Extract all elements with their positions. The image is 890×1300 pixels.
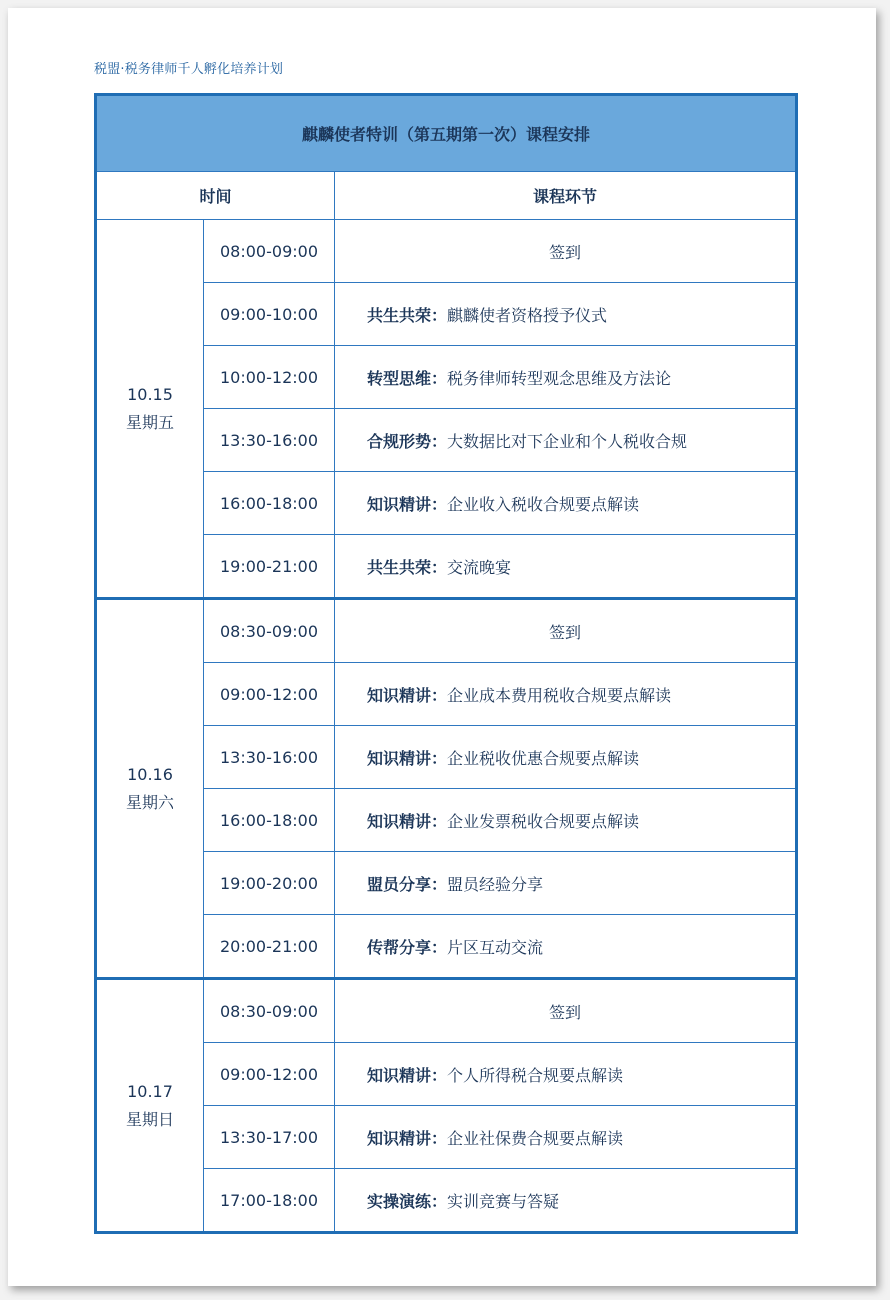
time-cell: 08:30-09:00 [204,979,335,1043]
course-cell [335,1043,797,1106]
time-cell: 08:00-09:00 [204,220,335,283]
schedule-table [94,93,798,1234]
course-category: 知识精讲： [367,811,448,831]
date-label: 10.15 [127,384,173,404]
course-cell [335,789,797,852]
course-category: 知识精讲： [367,685,448,705]
course-category: 知识精讲： [367,1065,448,1085]
time-cell: 13:30-16:00 [204,726,335,789]
course-cell [335,726,797,789]
course-category: 知识精讲： [367,494,448,514]
course-category: 合规形势： [367,431,448,451]
time-cell: 13:30-17:00 [204,1106,335,1169]
course-category: 知识精讲： [367,748,448,768]
course-cell [335,599,797,663]
course-cell [335,283,797,346]
course-topic: 税务律师转型观念思维及方法论 [447,368,672,388]
course-cell [335,220,797,283]
date-cell [96,599,204,979]
time-cell: 19:00-21:00 [204,535,335,599]
course-topic: 企业收入税收合规要点解读 [447,494,640,514]
course-cell [335,979,797,1043]
column-header-course: 课程环节 [335,172,797,220]
date-label: 10.17 [127,1081,173,1101]
course-topic: 大数据比对下企业和个人税收合规 [447,431,688,451]
course-topic: 实训竞赛与答疑 [447,1191,560,1211]
time-cell: 20:00-21:00 [204,915,335,979]
time-cell: 10:00-12:00 [204,346,335,409]
course-category: 转型思维： [367,368,448,388]
course-topic: 签到 [549,242,582,262]
course-cell [335,663,797,726]
table-row [96,599,797,663]
course-category: 盟员分享： [367,874,448,894]
header-tag: 税盟·税务律师千人孵化培养计划 [94,62,284,77]
course-cell [335,1106,797,1169]
time-cell: 19:00-20:00 [204,852,335,915]
table-title: 麒麟使者特训（第五期第一次）课程安排 [96,95,797,172]
schedule-body [96,220,797,1233]
time-cell: 16:00-18:00 [204,472,335,535]
course-topic: 企业发票税收合规要点解读 [447,811,640,831]
date-label: 10.16 [127,764,173,784]
course-topic: 盟员经验分享 [447,874,544,894]
column-header-time: 时间 [96,172,335,220]
time-cell: 13:30-16:00 [204,409,335,472]
course-topic: 交流晚宴 [447,557,512,577]
course-cell [335,1169,797,1233]
course-category: 共生共荣： [367,305,448,325]
course-topic: 签到 [549,622,582,642]
course-category: 共生共荣： [367,557,448,577]
course-cell [335,472,797,535]
time-cell: 09:00-12:00 [204,663,335,726]
course-topic: 签到 [549,1002,582,1022]
course-category: 实操演练： [367,1191,448,1211]
course-cell [335,409,797,472]
course-topic: 个人所得税合规要点解读 [447,1065,624,1085]
course-topic: 企业税收优惠合规要点解读 [447,748,640,768]
date-cell [96,979,204,1233]
table-row [96,220,797,283]
weekday-label: 星期五 [125,412,174,432]
time-cell: 09:00-10:00 [204,283,335,346]
course-category: 传帮分享： [367,937,448,957]
time-cell: 09:00-12:00 [204,1043,335,1106]
course-topic: 麒麟使者资格授予仪式 [447,305,608,325]
time-cell: 08:30-09:00 [204,599,335,663]
time-cell: 17:00-18:00 [204,1169,335,1233]
date-cell [96,220,204,599]
course-cell [335,535,797,599]
course-cell [335,346,797,409]
weekday-label: 星期六 [125,792,174,812]
table-row [96,979,797,1043]
course-topic: 企业成本费用税收合规要点解读 [447,685,672,705]
course-topic: 片区互动交流 [447,937,544,957]
course-cell [335,852,797,915]
course-topic: 企业社保费合规要点解读 [447,1128,624,1148]
time-cell: 16:00-18:00 [204,789,335,852]
course-category: 知识精讲： [367,1128,448,1148]
course-cell [335,915,797,979]
weekday-label: 星期日 [125,1109,174,1129]
